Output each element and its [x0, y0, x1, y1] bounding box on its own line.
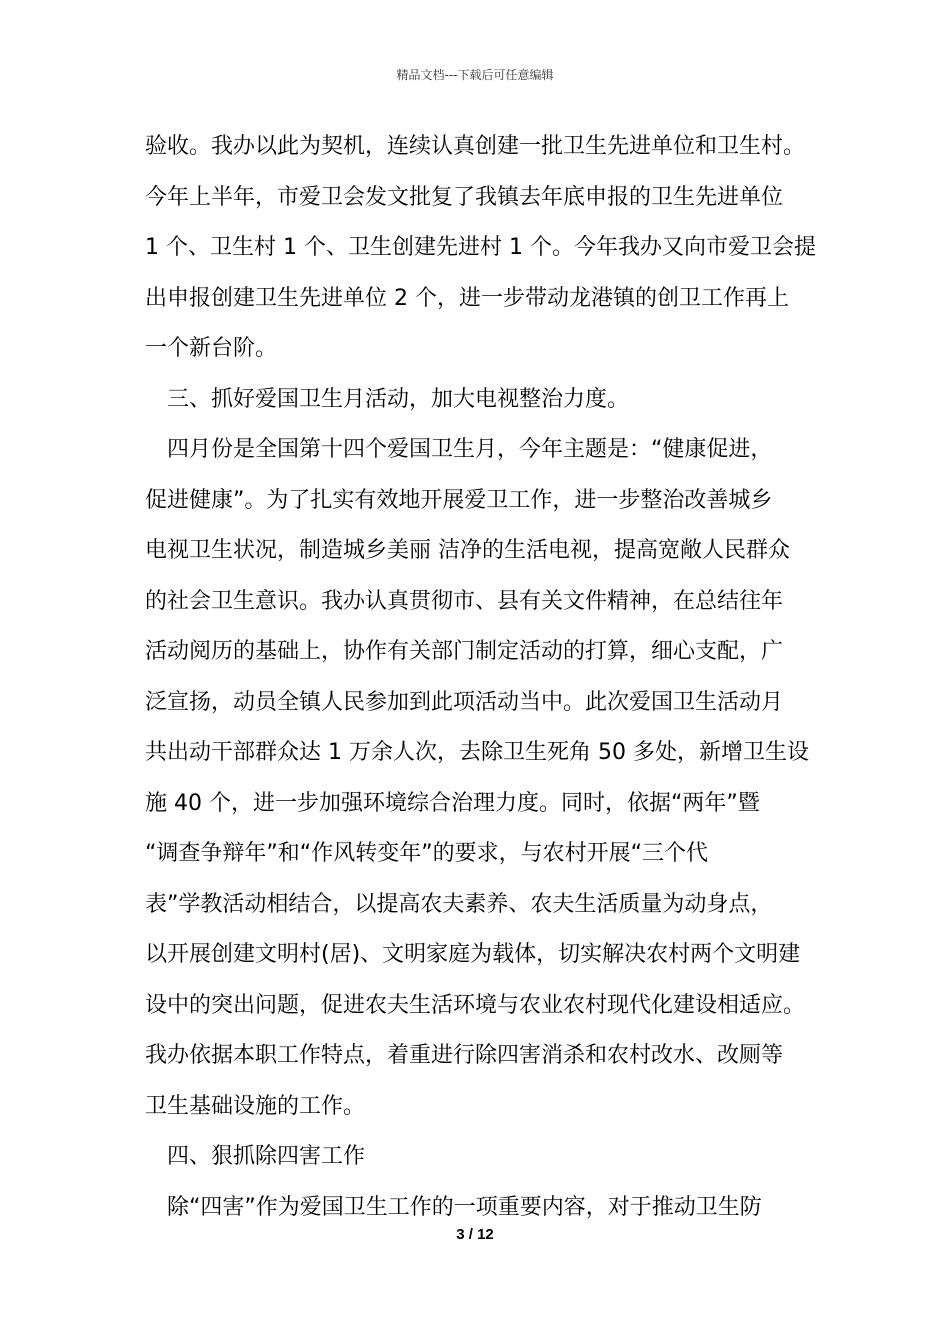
- text-line: 一个新台阶。: [145, 336, 278, 361]
- text-line: 表”学教活动相结合，以提高农夫素养、农夫生活质量为动身点，: [145, 891, 773, 917]
- text-line: 我办依据本职工作特点，着重进行除四害消杀和农村改水、改厕等: [145, 1043, 784, 1068]
- text-line: 的社会卫生意识。我办认真贯彻市、县有关文件精神，在总结往年: [145, 588, 784, 614]
- text-line: 促进健康”。为了扎实有效地开展爱卫工作，进一步整治改善城乡: [145, 487, 773, 513]
- text-line: 除“四害”作为爱国卫生工作的一项重要内容，对于推动卫生防: [167, 1194, 762, 1220]
- section-heading: 四、狠抓除四害工作: [167, 1144, 366, 1169]
- text-line: 泛宣扬，动员全镇人民参加到此项活动当中。此次爱国卫生活动月: [145, 689, 784, 715]
- page-number: 3 / 12: [456, 1226, 494, 1243]
- page-header: 精品文档---下载后可任意编辑: [396, 68, 554, 82]
- text-line: 今年上半年，市爱卫会发文批复了我镇去年底申报的卫生先进单位: [145, 184, 784, 210]
- text-line: 电视卫生状况，制造城乡美丽 洁净的生活电视，提高宽敞人民群众: [145, 538, 790, 563]
- text-line: 验收。我办以此为契机，连续认真创建一批卫生先进单位和卫生村。: [145, 134, 806, 159]
- document-body: [145, 122, 835, 1233]
- text-line: 设中的突出问题，促进农夫生活环境与农业农村现代化建设相适应。: [145, 992, 806, 1018]
- text-line: 四月份是全国第十四个爱国卫生月，今年主题是：“健康促进，: [167, 437, 773, 462]
- text-line: 施 40 个，进一步加强环境综合治理力度。同时，依据“两年”暨: [145, 790, 760, 816]
- text-line: 共出动干部群众达 1 万余人次，去除卫生死角 50 多处，新增卫生设: [145, 740, 809, 765]
- text-line: “调查争辩年”和“作风转变年”的要求，与农村开展“三个代: [145, 841, 708, 866]
- text-line: 卫生基础设施的工作。: [145, 1093, 366, 1119]
- text-line: 活动阅历的基础上，协作有关部门制定活动的打算，细心支配，广: [145, 639, 784, 664]
- text-line: 出申报创建卫生先进单位 2 个，进一步带动龙港镇的创卫工作再上: [145, 285, 789, 311]
- text-line: 以开展创建文明村(居)、文明家庭为载体，切实解决农村两个文明建: [145, 942, 801, 967]
- section-heading: 三、抓好爱国卫生月活动，加大电视整治力度。: [167, 386, 630, 412]
- text-line: 1 个、卫生村 1 个、卫生创建先进村 1 个。今年我办又向市爱卫会提: [145, 235, 816, 260]
